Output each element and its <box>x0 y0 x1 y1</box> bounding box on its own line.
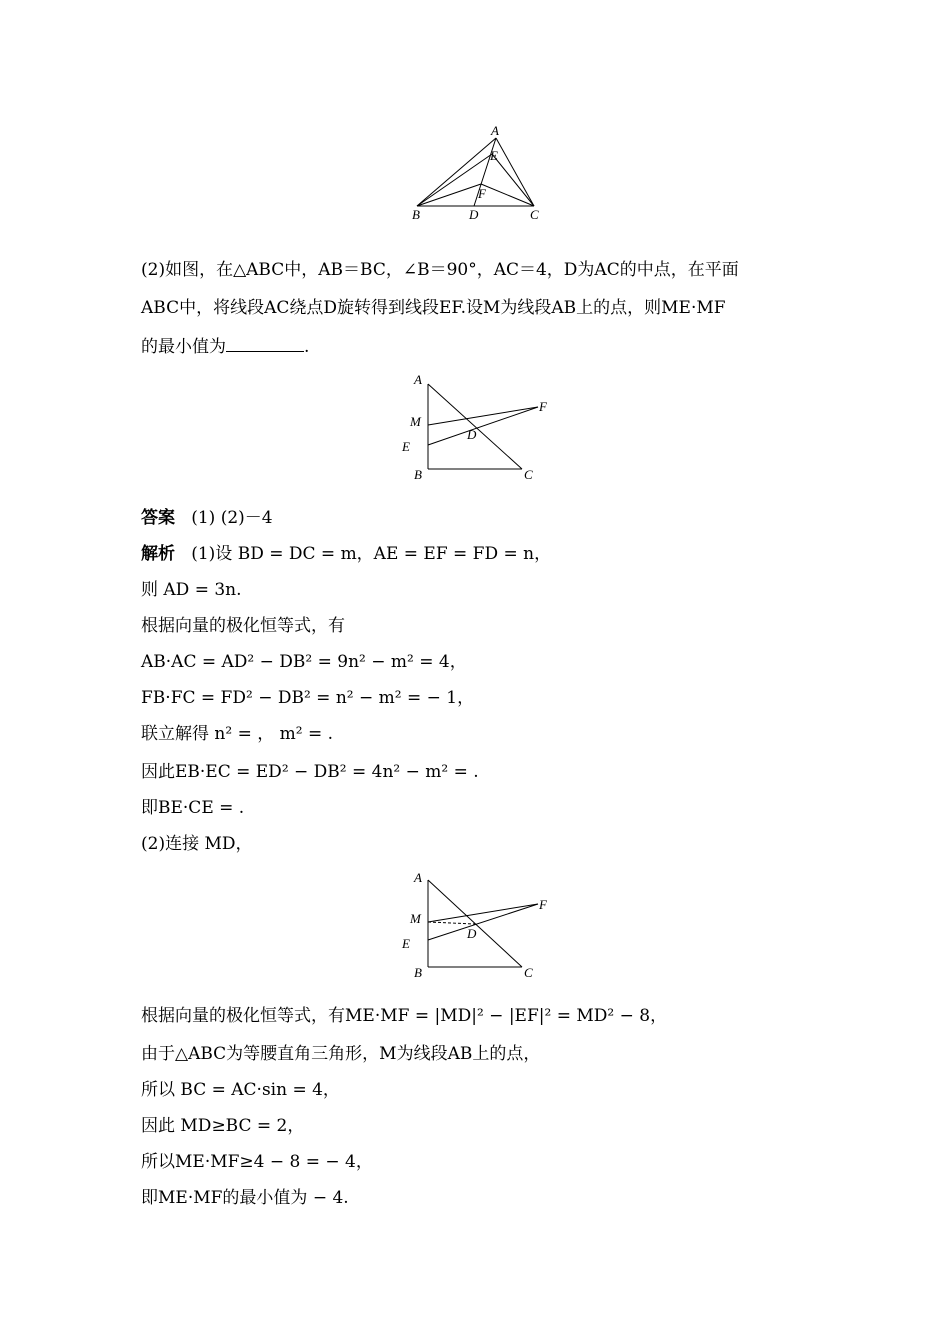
fig3-label-a: A <box>414 870 422 885</box>
solution-line-12: 所以 BC = AC·sin = 4， <box>141 1080 340 1100</box>
solution-line-6: 联立解得 n² = ， m² = . <box>141 724 334 744</box>
solution-line-3: 根据向量的极化恒等式，有 <box>141 616 345 636</box>
fig1-label-e: E <box>490 148 498 163</box>
fig2-label-f: F <box>539 399 547 414</box>
fig1-label-c: C <box>530 207 539 222</box>
solution-line-13: 因此 MD≥BC = 2， <box>141 1116 305 1136</box>
answer-label: 答案 <box>141 508 175 528</box>
solution-label: 解析 <box>141 544 175 564</box>
answer-line <box>141 507 273 529</box>
figure-triangle-abc-ef <box>405 122 555 224</box>
fig2-label-m: M <box>410 414 421 429</box>
problem-line-3-suffix: . <box>304 337 310 357</box>
solution-text-1: (1)设 BD = DC = m，AE = EF = FD = n， <box>191 544 552 564</box>
fig2-label-d: D <box>467 427 477 442</box>
fig3-label-f: F <box>539 897 547 912</box>
fig2-label-e: E <box>402 439 410 454</box>
fig1-label-f: F <box>478 186 486 201</box>
problem-line-1: (2)如图，在△ABC中，AB＝BC，∠B＝90°，AC＝4，D为AC的中点，在平面 <box>141 260 739 280</box>
solution-line-14: 所以ME·MF≥4 − 8 = − 4， <box>141 1152 373 1172</box>
answer-text: (1) (2)－4 <box>191 508 273 528</box>
problem-line-3-prefix: 的最小值为 <box>141 337 226 357</box>
solution-line-4: AB·AC = AD² − DB² = 9n² − m² = 4， <box>141 652 467 672</box>
fig3-label-b: B <box>414 965 422 980</box>
fig2-label-b: B <box>414 467 422 482</box>
fig3-label-m: M <box>410 911 421 926</box>
solution-line-8: 即BE·CE = . <box>141 798 245 818</box>
solution-line-9: (2)连接 MD， <box>141 834 253 854</box>
fig3-label-d: D <box>467 926 477 941</box>
solution-line-11: 由于△ABC为等腰直角三角形，M为线段AB上的点， <box>141 1044 541 1064</box>
fig1-label-b: B <box>412 207 420 222</box>
figure-connect-md <box>395 868 555 983</box>
solution-line-7: 因此EB·EC = ED² − DB² = 4n² − m² = . <box>141 762 479 782</box>
fig1-label-d: D <box>469 207 479 222</box>
problem-line-3 <box>141 335 309 358</box>
solution-line-10: 根据向量的极化恒等式，有ME·MF = |MD|² − |EF|² = MD² − 8， <box>141 1006 668 1026</box>
solution-line-2: 则 AD = 3n. <box>141 580 242 600</box>
fig3-label-e: E <box>402 936 410 951</box>
solution-line-1 <box>141 543 551 565</box>
fig2-label-a: A <box>414 372 422 387</box>
fig2-label-c: C <box>524 467 533 482</box>
figure-rotated-segment <box>395 370 555 485</box>
problem-line-2: ABC中，将线段AC绕点D旋转得到线段EF.设M为线段AB上的点，则ME·MF <box>141 298 726 318</box>
solution-line-5: FB·FC = FD² − DB² = n² − m² = − 1， <box>141 688 475 708</box>
fig3-label-c: C <box>524 965 533 980</box>
fig1-label-a: A <box>491 123 499 138</box>
solution-line-15: 即ME·MF的最小值为 − 4. <box>141 1188 349 1208</box>
answer-blank <box>226 335 304 352</box>
